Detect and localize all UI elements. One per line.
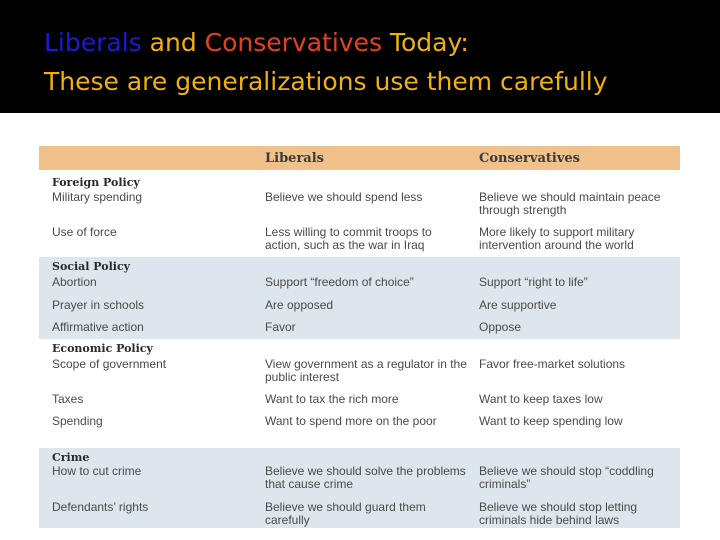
section-title: Crime <box>52 451 90 464</box>
slide-subtitle: These are generalizations use them carefully <box>44 67 608 96</box>
row-label: Prayer in schools <box>52 298 145 312</box>
comparison-table <box>39 146 680 528</box>
header-liberals: Liberals <box>265 151 324 166</box>
title-word-and: and <box>141 28 205 57</box>
section-crime <box>39 448 680 528</box>
conservatives-cell: Believe we should stop letting criminals hide behind laws <box>479 500 638 527</box>
liberals-cell: Support “freedom of choice” <box>265 275 414 289</box>
liberals-cell: Are opposed <box>265 298 334 312</box>
row-label: How to cut crime <box>52 464 142 478</box>
section-foreign-policy <box>39 170 680 257</box>
section-title: Social Policy <box>52 260 131 273</box>
title-word-today: Today: <box>381 28 469 57</box>
liberals-cell: Believe we should solve the problems that cause crime <box>265 464 466 491</box>
liberals-cell: Believe we should spend less <box>265 190 423 204</box>
liberals-cell: Believe we should guard them carefully <box>265 500 426 527</box>
conservatives-cell: More likely to support military intervention around the world <box>479 225 635 252</box>
conservatives-cell: Support “right to life” <box>479 275 588 289</box>
conservatives-cell: Are supportive <box>479 298 557 312</box>
title-word-liberals: Liberals <box>44 28 142 57</box>
row-label: Use of force <box>52 225 117 239</box>
row-label: Taxes <box>52 392 84 406</box>
liberals-cell: Favor <box>265 320 296 334</box>
conservatives-cell: Believe we should stop “coddling criminals” <box>479 464 654 491</box>
row-label: Spending <box>52 414 103 428</box>
row-label: Affirmative action <box>52 320 144 334</box>
conservatives-cell: Want to keep spending low <box>479 414 623 428</box>
section-social-policy <box>39 257 680 339</box>
liberals-cell: Want to tax the rich more <box>265 392 399 406</box>
section-economic-policy <box>39 339 680 448</box>
conservatives-cell: Oppose <box>479 320 522 334</box>
conservatives-cell: Believe we should maintain peace through strength <box>479 190 661 217</box>
header-conservatives: Conservatives <box>479 151 580 166</box>
slide-title <box>44 28 469 58</box>
liberals-cell: View government as a regulator in the public interest <box>265 357 467 384</box>
section-title: Economic Policy <box>52 342 153 355</box>
liberals-cell: Less willing to commit troops to action, such as the war in Iraq <box>265 225 432 252</box>
conservatives-cell: Favor free-market solutions <box>479 357 626 371</box>
row-label: Military spending <box>52 190 143 204</box>
liberals-cell: Want to spend more on the poor <box>265 414 437 428</box>
row-label: Defendants’ rights <box>52 500 149 514</box>
row-label: Abortion <box>52 275 97 289</box>
title-word-conservatives: Conservatives <box>204 28 382 57</box>
section-title: Foreign Policy <box>52 176 140 189</box>
title-band <box>0 0 720 113</box>
row-label: Scope of government <box>52 357 167 371</box>
conservatives-cell: Want to keep taxes low <box>479 392 603 406</box>
table-header <box>39 146 680 170</box>
